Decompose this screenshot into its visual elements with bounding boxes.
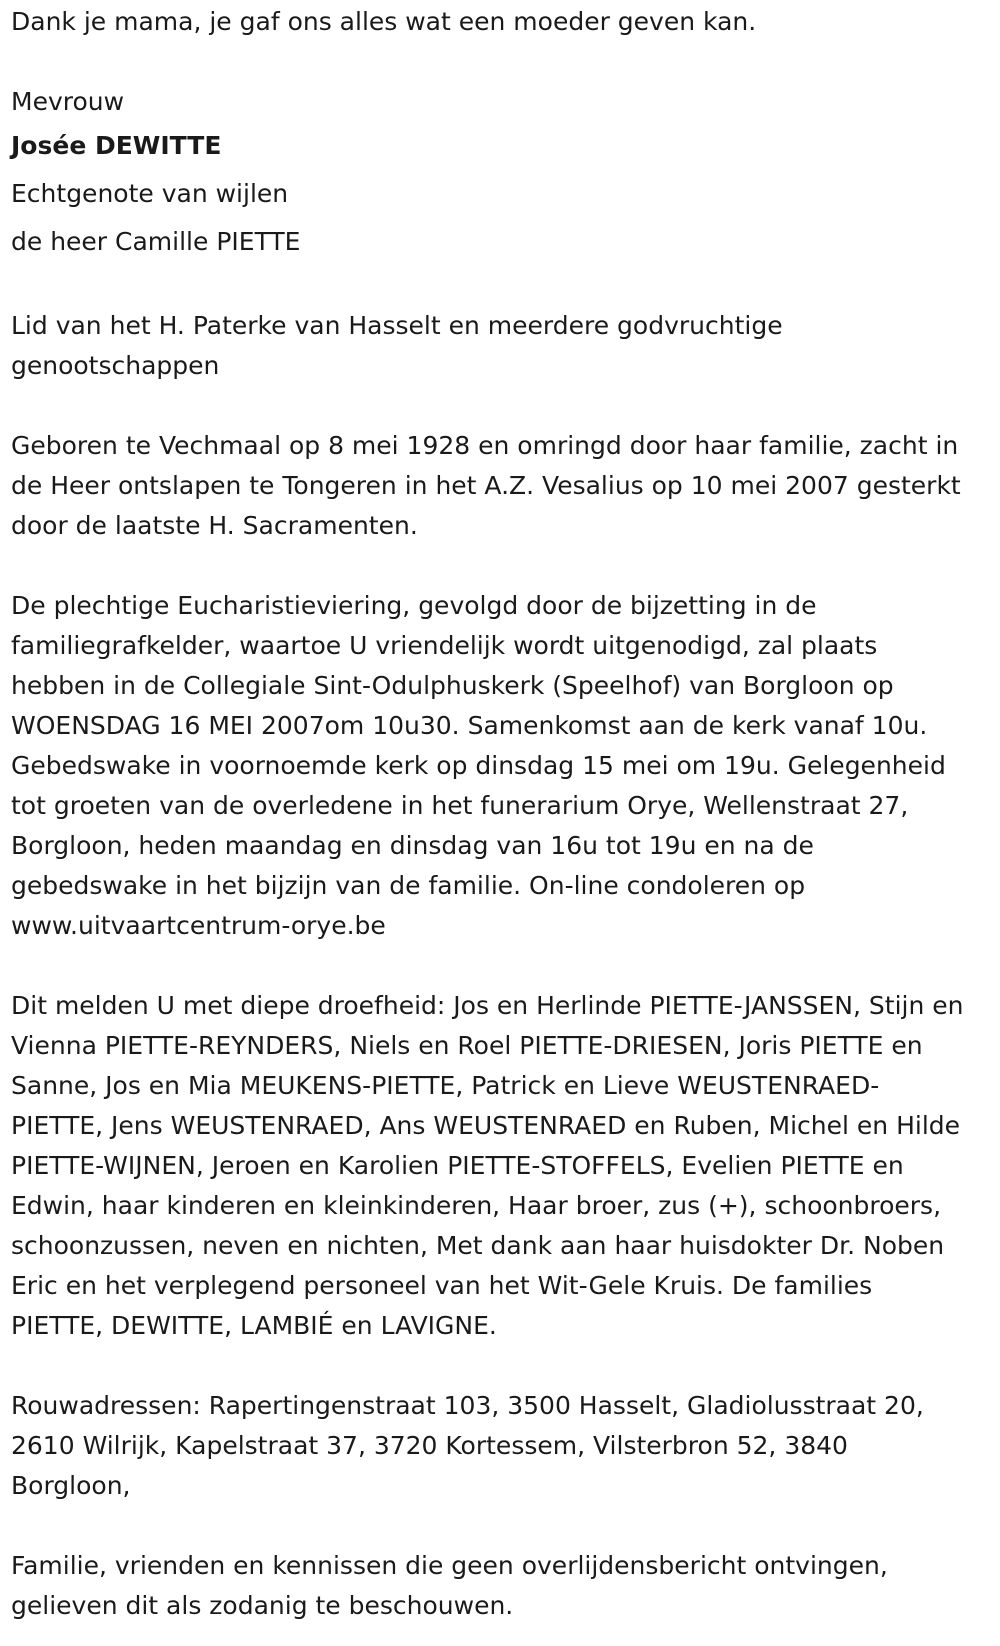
spacer [11,42,1000,82]
membership-paragraph: Lid van het H. Paterke van Hasselt en meerdere godvruchtige genootschappen [11,311,783,380]
spacer [11,546,1000,586]
spacer [11,946,1000,986]
closing-paragraph: Familie, vrienden en kennissen die geen overlijdensbericht ontvingen, gelieven dit als zodanig te beschouwen. [11,1551,888,1620]
spacer [11,266,1000,306]
spacer [11,1506,1000,1546]
salutation: Mevrouw [11,87,125,116]
ceremony-paragraph: De plechtige Eucharistieviering, gevolgd door de bijzetting in de familiegrafkelder, waartoe U vriendelijk wordt uitgenodigd, zal plaats hebben in de Collegiale Sint-Odulphuskerk (Speelhof) van Borgloon op WOENSDAG 16 MEI 2007om 10u30. Samenkomst aan de kerk vanaf 10u. Gebedswake in voornoemde kerk op dinsdag 15 mei om 19u. Gelegenheid tot groeten van de overledene in het funerarium Orye, Wellenstraat 27, Borgloon, heden maandag en dinsdag van 16u tot 19u en na de gebedswake in het bijzijn van de familie. On-line condoleren op www.uitvaartcentrum-orye.be [11,591,946,940]
spacer [11,386,1000,426]
birth-death-paragraph: Geboren te Vechmaal op 8 mei 1928 en omringd door haar familie, zacht in de Heer ontslapen te Tongeren in het A.Z. Vesalius op 10 mei 2007 gesterkt door de laatste H. Sacramenten. [11,431,961,540]
opening-line: Dank je mama, je gaf ons alles wat een moeder geven kan. [11,7,757,36]
spacer [11,1346,1000,1386]
announcement-paragraph: Dit melden U met diepe droefheid: Jos en Herlinde PIETTE-JANSSEN, Stijn en Vienna PIETTE-REYNDERS, Niels en Roel PIETTE-DRIESEN, Joris PIETTE en Sanne, Jos en Mia MEUKENS-PIETTE, Patrick en Lieve WEUSTENRAED-PIETTE, Jens WEUSTENRAED, Ans WEUSTENRAED en Ruben, Michel en Hilde PIETTE-WIJNEN, Jeroen en Karolien PIETTE-STOFFELS, Evelien PIETTE en Edwin, haar kinderen en kleinkinderen, Haar broer, zus (+), schoonbroers, schoonzussen, neven en nichten, Met dank aan haar huisdokter Dr. Noben Eric en het verplegend personeel van het Wit-Gele Kruis. De families PIETTE, DEWITTE, LAMBIÉ en LAVIGNE. [11,991,964,1340]
spouse-line-1: Echtgenote van wijlen [11,179,289,208]
deceased-name: Josée DEWITTE [11,131,222,160]
addresses-paragraph: Rouwadressen: Rapertingenstraat 103, 3500 Hasselt, Gladiolusstraat 20, 2610 Wilrijk, Kapelstraat 37, 3720 Kortessem, Vilsterbron 52, 3840 Borgloon, [11,1391,924,1500]
spouse-line-2: de heer Camille PIETTE [11,227,301,256]
